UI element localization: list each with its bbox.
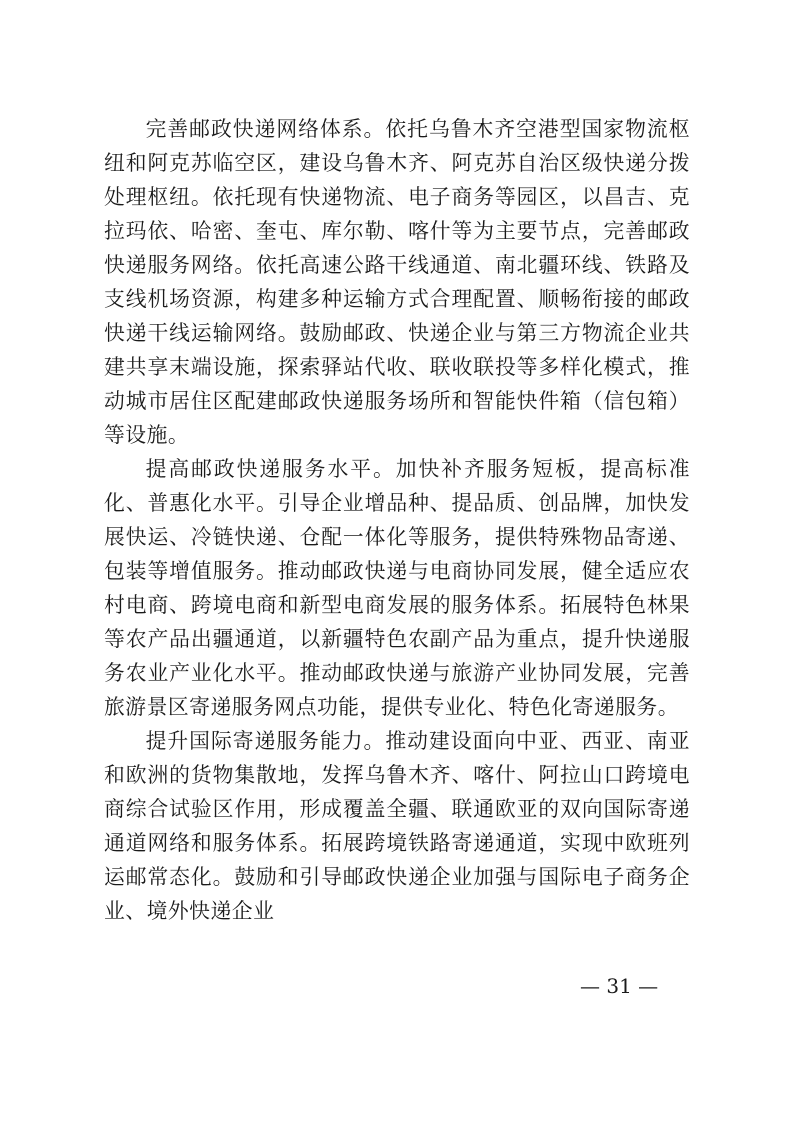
paragraph-international-delivery: 提升国际寄递服务能力。推动建设面向中亚、西亚、南亚和欧洲的货物集散地，发挥乌鲁木齐、喀什、阿拉山口跨境电商综合试验区作用，形成覆盖全疆、联通欧亚的双向国际寄递通道网络和服务体系。拓展跨境铁路寄递通道，实现中欧班列运邮常态化。鼓励和引导邮政快递企业加强与国际电子商务企业、境外快递企业 — [104, 729, 690, 923]
body-text — [104, 112, 690, 928]
page-number: — 31 — — [580, 974, 659, 998]
paragraph-postal-network: 完善邮政快递网络体系。依托乌鲁木齐空港型国家物流枢纽和阿克苏临空区，建设乌鲁木齐、阿克苏自治区级快递分拨处理枢纽。依托现有快递物流、电子商务等园区，以昌吉、克拉玛依、哈密、奎屯、库尔勒、喀什等为主要节点，完善邮政快递服务网络。依托高速公路干线通道、南北疆环线、铁路及支线机场资源，构建多种运输方式合理配置、顺畅衔接的邮政快递干线运输网络。鼓励邮政、快递企业与第三方物流企业共建共享末端设施，探索驿站代收、联收联投等多样化模式，推动城市居住区配建邮政快递服务场所和智能快件箱（信包箱）等设施。 — [104, 117, 690, 447]
paragraph-service-level: 提高邮政快递服务水平。加快补齐服务短板，提高标准化、普惠化水平。引导企业增品种、提品质、创品牌，加快发展快运、冷链快递、仓配一体化等服务，提供特殊物品寄递、包装等增值服务。推动邮政快递与电商协同发展，健全适应农村电商、跨境电商和新型电商发展的服务体系。拓展特色林果等农产品出疆通道，以新疆特色农副产品为重点，提升快递服务农业产业化水平。推动邮政快递与旅游产业协同发展，完善旅游景区寄递服务网点功能，提供专业化、特色化寄递服务。 — [104, 457, 690, 719]
